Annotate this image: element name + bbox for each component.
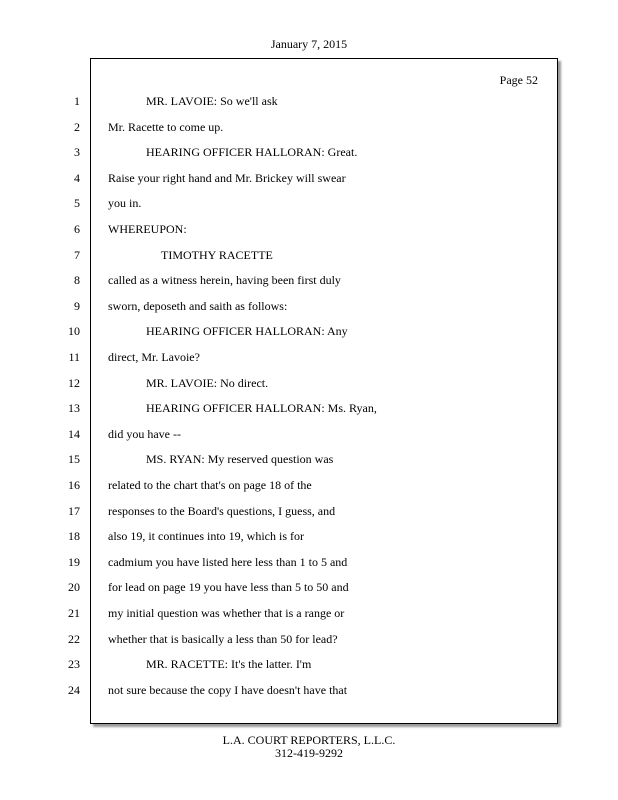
transcript-line (0, 555, 618, 575)
line-text: my initial question was whether that is a range or (108, 606, 345, 620)
line-text: TIMOTHY RACETTE (161, 247, 273, 262)
footer-company: L.A. COURT REPORTERS, L.L.C. (222, 733, 396, 747)
header-date: January 7, 2015 (270, 37, 348, 51)
line-number: 8 (74, 273, 80, 288)
line-text: did you have -- (108, 426, 181, 441)
transcript-line (0, 401, 618, 421)
line-number: 21 (68, 606, 80, 620)
line-number: 15 (68, 452, 80, 467)
line-text: MR. LAVOIE: No direct. (146, 375, 269, 390)
line-text: also 19, it continues into 19, which is for (108, 529, 304, 544)
transcript-line (0, 632, 618, 652)
line-number: 2 (74, 119, 80, 134)
transcript-line (0, 94, 618, 114)
transcript-line (0, 248, 618, 268)
line-text: sworn, deposeth and saith as follows: (108, 298, 288, 313)
line-text: whether that is basically a less than 50 for lead? (108, 631, 338, 646)
line-text: HEARING OFFICER HALLORAN: Great. (146, 145, 358, 160)
transcript-line (0, 683, 618, 703)
transcript-line (0, 529, 618, 549)
line-text: MS. RYAN: My reserved question was (146, 452, 334, 467)
line-text: Mr. Racette to come up. (108, 119, 224, 134)
transcript-line (0, 427, 618, 447)
line-number: 1 (74, 94, 80, 108)
line-number: 23 (68, 657, 80, 672)
transcript-line (0, 324, 618, 344)
line-text: MR. RACETTE: It's the latter. I'm (146, 657, 312, 672)
line-number: 14 (68, 426, 80, 441)
line-number: 7 (74, 247, 80, 262)
transcript-line (0, 452, 618, 472)
line-number: 16 (68, 478, 80, 492)
line-text: not sure because the copy I have doesn't have that (108, 682, 348, 697)
footer-phone: 312-419-9292 (275, 746, 343, 760)
line-text: called as a witness herein, having been first duly (108, 273, 341, 288)
line-text: HEARING OFFICER HALLORAN: Any (146, 324, 348, 339)
line-number: 3 (74, 145, 80, 160)
transcript-line (0, 657, 618, 677)
page-number-label: Page 52 (499, 73, 538, 87)
line-number: 10 (68, 324, 80, 339)
transcript-line (0, 350, 618, 370)
line-number: 18 (68, 529, 80, 544)
line-number: 12 (68, 375, 80, 390)
line-number: 17 (68, 503, 80, 518)
line-text: direct, Mr. Lavoie? (108, 350, 200, 364)
transcript-line (0, 120, 618, 140)
line-number: 20 (68, 580, 80, 595)
line-number: 13 (68, 401, 80, 416)
line-text: for lead on page 19 you have less than 5 to 50 and (108, 580, 349, 595)
line-text: Raise your right hand and Mr. Brickey will swear (108, 170, 346, 185)
footer (0, 734, 618, 760)
line-text: HEARING OFFICER HALLORAN: Ms. Ryan, (146, 401, 377, 416)
line-text: you in. (108, 196, 142, 211)
line-text: related to the chart that's on page 18 of the (108, 478, 312, 492)
line-number: 6 (74, 222, 80, 236)
transcript-line (0, 504, 618, 524)
line-text: cadmium you have listed here less than 1 to 5 and (108, 554, 348, 569)
line-text: WHEREUPON: (108, 222, 187, 236)
line-text: MR. LAVOIE: So we'll ask (146, 94, 278, 108)
transcript-line (0, 196, 618, 216)
transcript-line (0, 376, 618, 396)
line-number: 4 (74, 170, 80, 185)
transcript-line (0, 299, 618, 319)
transcript-line (0, 580, 618, 600)
line-number: 24 (68, 682, 80, 697)
transcript-line (0, 145, 618, 165)
line-number: 5 (74, 196, 80, 211)
line-number: 9 (74, 298, 80, 313)
transcript-line (0, 222, 618, 242)
transcript-line (0, 273, 618, 293)
line-number: 22 (68, 631, 80, 646)
transcript-line (0, 171, 618, 191)
transcript-line (0, 478, 618, 498)
transcript-line (0, 606, 618, 626)
line-text: responses to the Board's questions, I guess, and (108, 503, 336, 518)
line-number: 11 (68, 350, 80, 364)
line-number: 19 (68, 554, 80, 569)
